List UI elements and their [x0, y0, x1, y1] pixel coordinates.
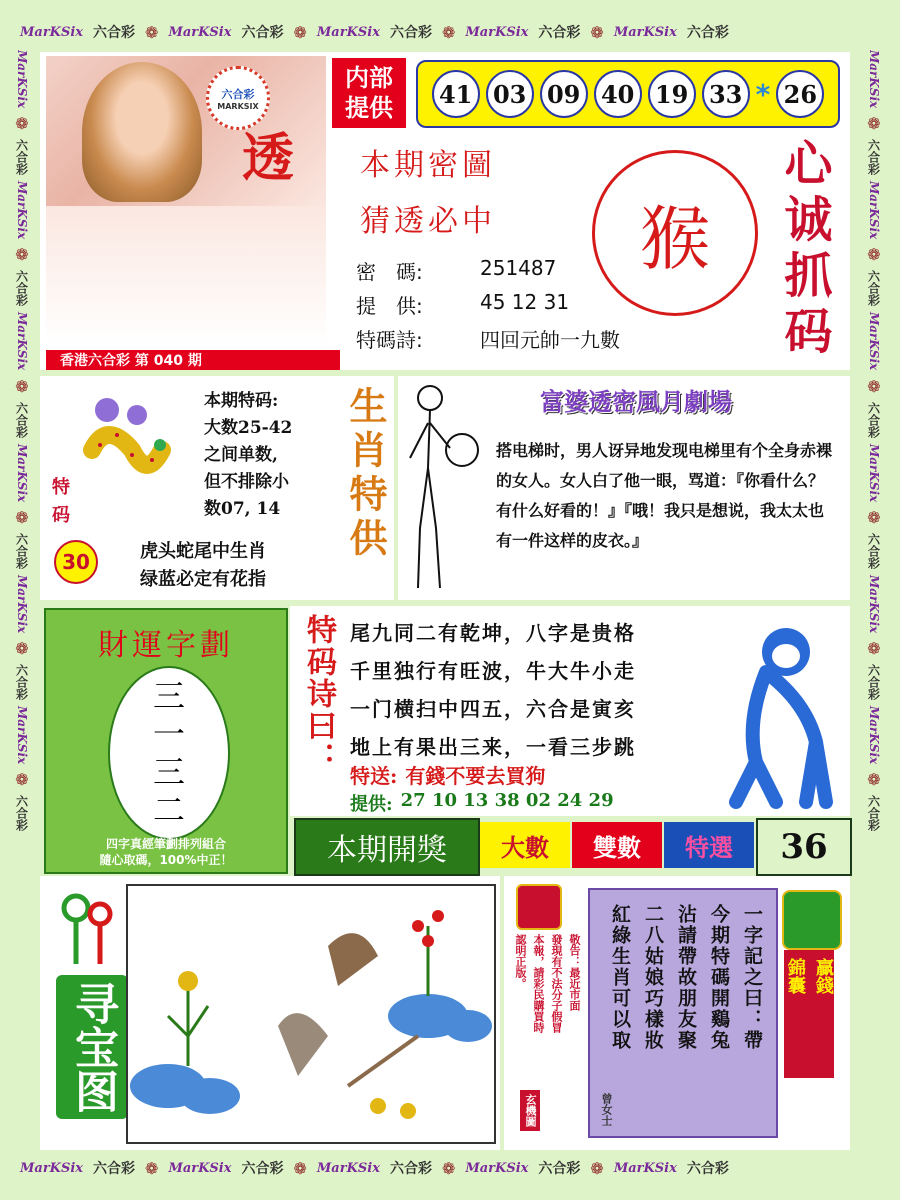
lhc-text: 六合彩 [14, 532, 29, 569]
poem-lines [350, 614, 636, 766]
brand-text: MarKSix [867, 312, 881, 371]
winning-balls [416, 60, 840, 128]
poem-row [356, 324, 620, 353]
treasure-picture [126, 884, 496, 1144]
lhc-text: 六合彩 [686, 1161, 729, 1177]
poem-line: 一门横扫中四五，六合是寅亥 [350, 697, 636, 721]
lhc-text: 六合彩 [14, 795, 29, 832]
provided-label: 内部提供 [332, 58, 406, 128]
lhc-text: 六合彩 [538, 1161, 581, 1177]
badge-line1: 六合彩 [221, 87, 255, 101]
flower-icon: ❁ [15, 376, 29, 396]
key-icon [58, 890, 118, 970]
scroll-panel [588, 888, 778, 1138]
theatre-story: 搭电梯时，男人讶异地发现电梯里有个全身赤裸的女人。女人白了他一眼，骂道：『你看什么？有什么好看的！』『哦！我只是想说，我太太也有一件这样的皮衣。』 [496, 441, 833, 550]
top-border [20, 22, 880, 42]
brand-text: MarKSix [465, 24, 529, 40]
lhc-text: 六合彩 [866, 139, 881, 176]
ball: 41 [432, 70, 480, 118]
right-border [862, 50, 886, 1150]
brand-text: MarKSix [15, 443, 29, 502]
photo-letter: 透 [242, 128, 295, 189]
poem-line: 千里独行有旺波，牛大牛小走 [350, 659, 636, 683]
theatre-title: 富婆透密風月劇場 [540, 387, 732, 416]
tip-line: 但不排除小 [204, 472, 289, 492]
flower-icon: ❁ [293, 1158, 307, 1178]
number-badge: 30 [54, 540, 98, 584]
flower-icon: ❁ [145, 1158, 159, 1178]
lhc-text: 六合彩 [389, 1161, 432, 1177]
flower-icon: ❁ [15, 770, 29, 790]
lhc-text: 六合彩 [538, 25, 581, 41]
monkey-icon [706, 612, 846, 812]
brand-text: MarKSix [613, 1160, 677, 1176]
zodiac-lines: 虎头蛇尾中生肖 绿蓝必定有花指 [140, 541, 266, 590]
poem-line: 尾九同二有乾坤，八字是贵格 [350, 621, 636, 645]
notice-text: 敬告：最近市面 發現有不法分子假冒 本報，請彩民購買時 認明正版。 [514, 934, 581, 1033]
texima-label: 特码 [52, 477, 70, 526]
tip-line: 本期特码: [204, 391, 279, 411]
password-value: 251487 [480, 256, 557, 280]
draw-number: 36 [756, 818, 852, 876]
draw-box-special: 特選 [664, 822, 754, 868]
fortune-footer: 四字真經筆劃排列組合 隨心取碼，100%中正！ [99, 837, 233, 867]
flower-icon: ❁ [441, 22, 456, 42]
flower-icon: ❁ [590, 1158, 604, 1178]
brand-text: MarKSix [20, 24, 84, 40]
brand-text: MarKSix [168, 1160, 232, 1176]
secret-circle [592, 150, 758, 316]
tip-line: 数07, 14 [204, 499, 281, 519]
draw-label-box: 本期開獎 [294, 818, 480, 876]
flower-icon: ❁ [867, 639, 881, 659]
poem-value: 四回元帥一九數 [480, 328, 620, 352]
lhc-text: 六合彩 [866, 270, 881, 307]
fortune-char: 三 [152, 753, 185, 791]
brand-text: MarKSix [15, 706, 29, 765]
lhc-text: 六合彩 [14, 270, 29, 307]
woman-figure [400, 378, 490, 598]
secret-title-1: 本期密圖 [360, 148, 496, 183]
lhc-text: 六合彩 [241, 25, 284, 41]
brand-text: MarKSix [867, 706, 881, 765]
tip-line: 之间单数, [204, 445, 278, 465]
win-banner: 贏錢 錦囊 [784, 950, 834, 1078]
lhc-text: 六合彩 [14, 664, 29, 701]
brand-text: MarKSix [20, 1160, 84, 1176]
flower-icon: ❁ [867, 376, 881, 396]
lhc-text: 六合彩 [93, 1161, 136, 1177]
plus-sign: * [755, 77, 771, 111]
brand-text: MarKSix [15, 312, 29, 371]
lhc-text: 六合彩 [866, 532, 881, 569]
notice-seal: 玄機圖 [520, 1090, 540, 1131]
lhc-text: 六合彩 [93, 25, 136, 41]
circle-glyph: 猴 [640, 197, 710, 280]
bottom-border [20, 1158, 880, 1178]
special-ball: 26 [776, 70, 824, 118]
fortune-char: 一 [152, 715, 185, 753]
flower-icon: ❁ [15, 245, 29, 265]
poem-line: 地上有果出三来，一看三步跳 [350, 735, 636, 759]
flower-icon: ❁ [867, 507, 881, 527]
supply-row [356, 290, 569, 319]
flower-icon: ❁ [15, 507, 29, 527]
draw-box-even: 雙數 [572, 822, 662, 868]
brand-text: MarKSix [613, 24, 677, 40]
supply-label: 提 供: [356, 294, 423, 318]
fortune-title: 財運字劃 [98, 628, 234, 663]
scroll-lines: 一字記之曰：帶 今期特碼開鷄兔 沾請帶故朋友聚 二八姑娘巧樣妝 紅綠生肖可以取 [609, 904, 763, 1051]
fortune-panel [44, 608, 288, 874]
ball: 40 [594, 70, 642, 118]
brand-text: MarKSix [168, 24, 232, 40]
brand-text: MarKSix [316, 24, 380, 40]
brand-text: MarKSix [465, 1160, 529, 1176]
brand-text: MarKSix [15, 574, 29, 634]
flower-icon: ❁ [293, 22, 307, 42]
draw-box-big: 大數 [480, 822, 570, 868]
lhc-text: 六合彩 [389, 25, 432, 41]
win-icon [782, 890, 842, 950]
gift-row: 特送: 有錢不要去買狗 [350, 764, 546, 788]
brand-text: MarKSix [15, 50, 29, 109]
brand-text: MarKSix [867, 574, 881, 634]
password-row [356, 256, 556, 285]
flower-icon: ❁ [590, 22, 604, 42]
flower-icon: ❁ [441, 1158, 456, 1178]
lhc-text: 六合彩 [866, 664, 881, 701]
poem-supply-row: 提供: 27 10 13 38 02 24 29 [350, 790, 614, 815]
ball: 19 [648, 70, 696, 118]
poem-label: 特碼詩: [356, 328, 423, 352]
brand-text: MarKSix [316, 1160, 380, 1176]
issue-banner: 香港六合彩 第 040 期 [46, 350, 340, 370]
snake-icon [72, 390, 182, 510]
brand-text: MarKSix [867, 50, 881, 109]
lhc-text: 六合彩 [866, 795, 881, 832]
poem-title: 特码诗曰： [301, 614, 336, 774]
gift-box-icon [516, 884, 562, 930]
lhc-text: 六合彩 [866, 401, 881, 438]
secret-title-2: 猜透必中 [360, 204, 496, 239]
portrait-image [82, 62, 202, 202]
ball: 03 [486, 70, 534, 118]
fortune-oval [108, 666, 230, 840]
flower-icon: ❁ [867, 114, 881, 134]
fortune-char: 三 [152, 677, 185, 715]
password-label: 密 碼: [356, 260, 423, 284]
flower-icon: ❁ [867, 245, 881, 265]
fortune-char: 二 [152, 791, 185, 829]
left-border [10, 50, 34, 1150]
brand-text: MarKSix [867, 181, 881, 240]
lhc-text: 六合彩 [241, 1161, 284, 1177]
zodiac-title: 生肖特供 [343, 386, 388, 562]
flower-icon: ❁ [145, 22, 159, 42]
lhc-text: 六合彩 [686, 25, 729, 41]
badge-line2: MARKSIX [217, 101, 259, 111]
brand-text: MarKSix [867, 443, 881, 502]
ball: 09 [540, 70, 588, 118]
flower-icon: ❁ [15, 639, 29, 659]
tip-line: 大数25-42 [204, 418, 293, 438]
scroll-author: 曾女士 [600, 1093, 613, 1126]
photo-fade [46, 206, 326, 346]
treasure-title: 寻宝图 [56, 975, 128, 1119]
tip-block [204, 388, 292, 523]
flower-icon: ❁ [15, 114, 29, 134]
lhc-text: 六合彩 [14, 401, 29, 438]
vertical-title: 心诚抓码 [776, 138, 832, 362]
flower-icon: ❁ [867, 770, 881, 790]
brand-text: MarKSix [15, 181, 29, 240]
photo-block [46, 56, 326, 206]
supply-value: 45 12 31 [480, 290, 570, 314]
ball: 33 [702, 70, 750, 118]
lhc-text: 六合彩 [14, 139, 29, 176]
